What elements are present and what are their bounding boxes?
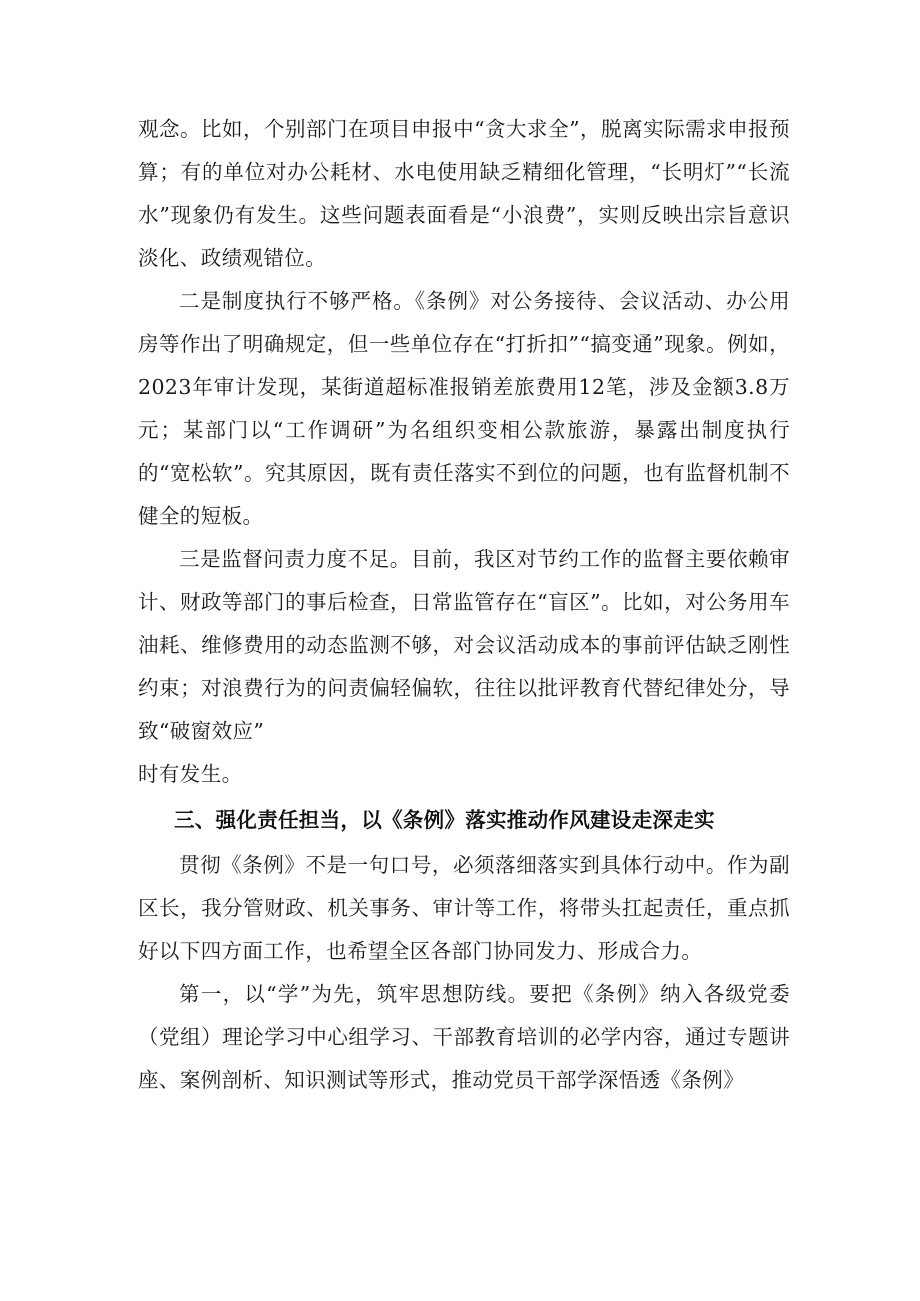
paragraph-intro: 贯彻《条例》不是一句口号，必须落细落实到具体行动中。作为副区长，我分管财政、机关事务、审计等工作，将带头扛起责任，重点抓好以下四方面工作，也希望全区各部门协同发力、形成合力。	[138, 853, 790, 963]
section-heading-three: 三、强化责任担当，以《条例》落实推动作风建设走深走实	[174, 808, 715, 832]
paragraph-first-measure: 第一，以“学”为先，筑牢思想防线。要把《条例》纳入各级党委（党组）理论学习中心组学习、干部教育培训的必学内容，通过专题讲座、案例剖析、知识测试等形式，推动党员干部学深悟透《条例》	[138, 982, 790, 1092]
paragraph-point-three: 三是监督问责力度不足。目前，我区对节约工作的监督主要依赖审计、财政等部门的事后检查，日常监管存在“盲区”。比如，对公务用车油耗、维修费用的动态监测不够，对会议活动成本的事前评估缺乏刚性约束；对浪费行为的问责偏轻偏软，往往以批评教育代替纪律处分，导致“破窗效应”	[138, 547, 790, 743]
paragraph-continuation: 观念。比如，个别部门在项目申报中“贪大求全”，脱离实际需求申报预算；有的单位对办公耗材、水电使用缺乏精细化管理，“长明灯”“长流水”现象仍有发生。这些问题表面看是“小浪费”，实则反映出宗旨意识淡化、政绩观错位。	[138, 117, 790, 270]
paragraph-point-two: 二是制度执行不够严格。《条例》对公务接待、会议活动、办公用房等作出了明确规定，但一些单位存在“打折扣”“搞变通”现象。例如，2023年审计发现，某街道超标准报销差旅费用12笔，涉及金额3.8万元；某部门以“工作调研”为名组织变相公款旅游，暴露出制度执行的“宽松软”。究其原因，既有责任落实不到位的问题，也有监督机制不健全的短板。	[138, 289, 790, 528]
document-page	[138, 108, 790, 1102]
paragraph-point-three-tail: 时有发生。	[138, 762, 243, 786]
